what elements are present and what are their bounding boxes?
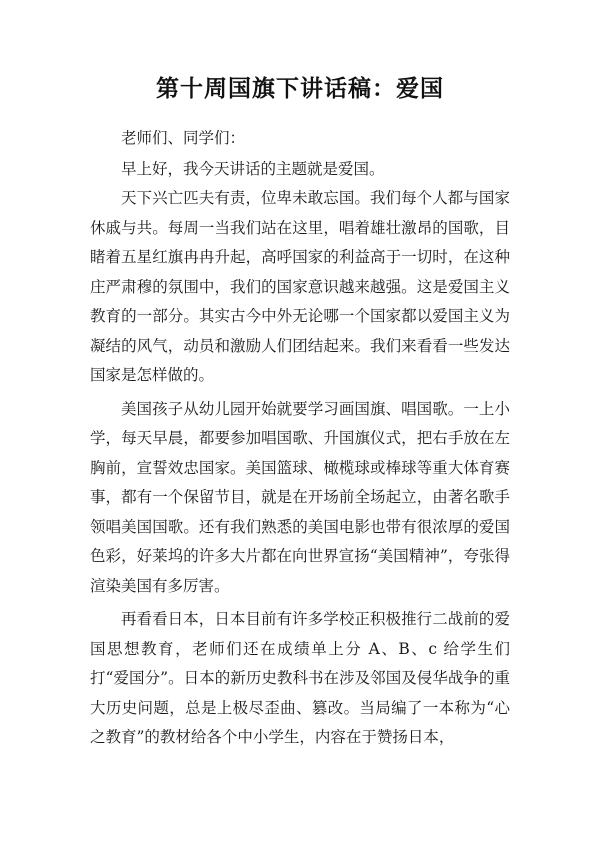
salutation: 老师们、同学们： xyxy=(121,129,246,147)
paragraph-greeting: 早上好，我今天讲话的主题就是爱国。 xyxy=(121,159,385,178)
paragraph-usa: 美国孩子从幼儿园开始就要学习画国旗、唱国歌。一上小学，每天早晨，都要参加唱国歌、升国旗仪式，把右手放在左胸前，宣誓效忠国家。美国篮球、橄榄球或棒球等重大体育赛事，都有一个保留节目，就是在开场前全场起立，由著名歌手领唱美国国歌。还有我们熟悉的美国电影也带有很浓厚的爱国色彩，好莱坞的许多大片都在向世界宣扬“美国精神”，夸张得渲染美国有多厉害。 xyxy=(90,399,510,595)
paragraph-japan: 再看看日本，日本目前有许多学校正积极推行二战前的爱国思想教育，老师们还在成绩单上分 A、B、c 给学生们打“爱国分”。日本的新历史教科书在涉及邻国及侵华战争的重大历史问题，总是上极尽歪曲、篡改。当局编了一本称为“心之教育”的教材给各个中小学生，内容在于赞扬日本， xyxy=(90,610,510,746)
document-title: 第十周国旗下讲话稿：爱国 xyxy=(156,76,444,102)
paragraph-intro: 天下兴亡匹夫有责，位卑未敢忘国。我们每个人都与国家休戚与共。每周一当我们站在这里，唱着雄壮激昂的国歌，目睹着五星红旗冉冉升起，高呼国家的利益高于一切时，在这种庄严肃穆的氛围中，我们的国家意识越来越强。这是爱国主义教育的一部分。其实古今中外无论哪一个国家都以爱国主义为凝结的风气，动员和激励人们团结起来。我们来看看一些发达国家是怎样做的。 xyxy=(90,189,510,384)
